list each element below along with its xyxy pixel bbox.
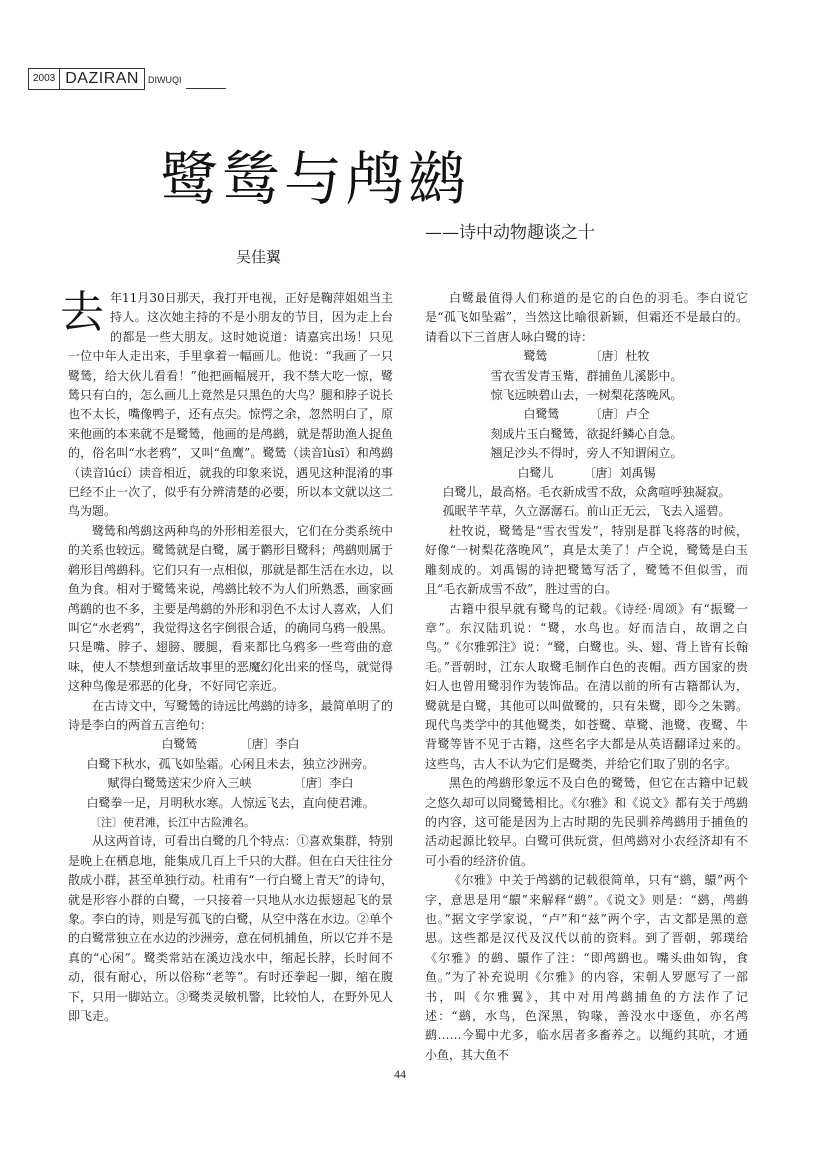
- left-column: [60, 287, 393, 1026]
- header-year: 2003: [28, 68, 60, 90]
- poem-title: 赋得白鹭鸶送宋少府入三峡 〔唐〕李白: [107, 776, 354, 791]
- poem-note: 〔注〕使君滩，长江中古险滩名。: [90, 815, 255, 829]
- journal-header: [28, 68, 181, 90]
- poem-line: 白鹭拳一足，月明秋水寒。人惊远飞去，直向使君滩。: [86, 795, 375, 810]
- paragraph: 白鹭最值得人们称道的是它的白色的羽毛。李白说它是“孤飞如坠霜”，当然这比喻很新颖，但霜还不是最白的。请看以下三首唐人咏白鹭的诗：: [425, 291, 748, 344]
- paragraph: 杜牧说，鹭鸶是“雪衣雪发”，特别是群飞将落的时候，好像“一树梨花落晚风”，真是太美了！卢仝说，鹭鸶是白玉雕刻成的。刘禹锡的诗把鹭鸶写活了，鹭鸶不但似雪，而且“毛衣新成雪不敌”，胜过雪的白。: [425, 523, 748, 597]
- poem-title: 白鹭鸶 〔唐〕李白: [161, 737, 300, 752]
- paragraph: 黑色的鸬鹚形象远不及白色的鹭鸶，但它在古籍中记载之悠久却可以同鹭鸶相比。《尔雅》和《说文》都有关于鸬鹚的内容，这可能是因为上古时期的先民驯养鸬鹚用于捕鱼的活动起源比较早。白鹭可供玩赏，但鸬鹚对小农经济却有不可小看的经济价值。: [425, 776, 748, 868]
- header-sub: DIWUQI: [147, 75, 182, 85]
- drop-cap: 去: [60, 287, 104, 338]
- article-title: 鹭鸶与鸬鹚: [160, 145, 471, 213]
- poem-title: 鹭鸶 〔唐〕杜牧: [523, 349, 650, 364]
- poem-line: 白鹭下秋水，孤飞如坠霜。心闲且未去，独立沙洲旁。: [86, 756, 375, 771]
- article-subtitle: ——诗中动物趣谈之十: [425, 223, 595, 243]
- paragraph: 鹭鸶和鸬鹚这两种鸟的外形相差很大，它们在分类系统中的关系也较远。鹭鸶就是白鹭，属于鹳形目鹭科；鸬鹚则属于鹈形目鸬鹚科。它们只有一点相似，那就是都生活在水边，以鱼为食。相对于鹭鸶来说，鸬鹚比较不为人们所熟悉，画家画鸬鹚的也不多，主要是鸬鹚的外形和羽色不太讨人喜欢，人们叫它“水老鸦”，我觉得这名字倒很合适，的确同乌鸦一般黑。只是嘴、脖子、翅膀、腰腿，看来都比乌鸦多一些弯曲的意味，使人不禁想到童话故事里的恶魔幻化出来的怪鸟，就觉得这种鸟像是邪恶的化身，不好同它亲近。: [68, 523, 393, 694]
- paragraph-text: 年11月30日那天，我打开电视，正好是鞠萍姐姐当主持人。这次她主持的不是小朋友的节目，因为走上台的都是一些大朋友。这时她说道：请嘉宾出场！只见一位中年人走出来，手里拿着一幅画儿。他说：“我画了一只鹭鸶，给大伙儿看看！”他把画幅展开，我不禁大吃一惊，鹭鸶只有白的，怎么画儿上竟然是只黑色的大鸟？腿和脖子说长也不太长，嘴像鸭子，还有点尖。惊愕之余，忽然明白了，原来他画的本来就不是鹭鸶，他画的是鸬鹚，就是帮助渔人捉鱼的，俗名叫“水老鸦”，又叫“鱼鹰”。鹭鸶（读音lùsī）和鸬鹚（读音lúcí）读音相近，就我的印象来说，遇见这种混淆的事已经不止一次了，似乎有分辨清楚的必要，所以本文就以这二鸟为题。: [68, 291, 393, 519]
- article-author: 吴佳翼: [236, 248, 282, 266]
- paragraph: 《尔雅》中关于鸬鹚的记载很简单，只有“鹚，䴋”两个字，意思是用“䴋”来解释“鹚”。《说文》则是：“鹚，鸬鹚也。”据文字学家说，“卢”和“兹”两个字，古文都是黑的意思。这些都是汉代及汉代以前的资料。到了晋朝，郭璞给《尔雅》的鹚、䴋作了注：“即鸬鹚也。嘴头曲如钩，食鱼。”为了补充说明《尔雅》的内容，宋朝人罗愿写了一部书，叫《尔雅翼》，其中对用鸬鹚捕鱼的方法作了记述：“鹚，水鸟，色深黑，钩喙，善没水中逐鱼，亦名鸬鹚……今蜀中尤多，临水居者多畜养之。以绳约其吭，才通小鱼，其大鱼不: [425, 873, 748, 1062]
- poem-line: 孤眠芊芊草，久立潺潺石。前山正无云，飞去入遥碧。: [442, 504, 731, 519]
- paragraph: [60, 287, 393, 522]
- poem-title: 白鹭鸶 〔唐〕卢仝: [523, 407, 650, 422]
- header-brand: DAZIRAN: [60, 68, 145, 90]
- right-column: [425, 289, 748, 1065]
- poem-line: 白鹭儿，最高格。毛衣新成雪不敌，众禽喧呼独凝寂。: [442, 485, 731, 500]
- poem-line: 翘足沙头不得时，旁人不知谓闲立。: [490, 446, 683, 461]
- header-rule: [186, 88, 226, 89]
- poem-line: 刻成片玉白鹭鸶，欲捉纤鳞心自急。: [490, 426, 683, 441]
- poem-line: 惊飞远映碧山去，一树梨花落晚风。: [490, 388, 683, 403]
- paragraph: 在古诗文中，写鹭鸶的诗远比鸬鹚的诗多，最简单明了的诗是李白的两首五言绝句：: [68, 698, 393, 732]
- paragraph: 从这两首诗，可看出白鹭的几个特点：①喜欢集群，特别是晚上在栖息地，能集成几百上千只的大群。但在白天往往分散成小群，甚至单独行动。杜甫有“一行白鹭上青天”的诗句，就是形容小群的白鹭，一只接着一只地从水边振翅起飞的景象。李白的诗，则是写孤飞的白鹭，从空中落在水边。②单个的白鹭常独立在水边的沙洲旁，意在伺机捕鱼，所以它并不是真的“心闲”。鹭类常站在溪边浅水中，缩起长脖，长时间不动，很有耐心，所以俗称“老等”。有时还拳起一脚，缩在腹下，只用一脚站立。③鹭类灵敏机警，比较怕人，在野外见人即飞走。: [68, 834, 393, 1024]
- page-number: 44: [394, 1067, 406, 1081]
- poem-title: 白鹭儿 〔唐〕刘禹锡: [517, 465, 656, 480]
- paragraph: 古籍中很早就有鹭鸟的记载。《诗经·周颂》有“振鹭一章”。东汉陆玑说：“鹭，水鸟也。好而洁白，故谓之白鸟。”《尔雅郭注》说：“鹭，白鹭也。头、翅、背上皆有长翰毛。”晋朝时，江东人取鹭毛制作白色的丧帽。西方国家的贵妇人也曾用鹭羽作为装饰品。在清以前的所有古籍都认为，鹭就是白鹭，其他可以叫做鹭的，只有朱鹭，即今之朱鹮。现代鸟类学中的其他鹭类，如苍鹭、草鹭、池鹭、夜鹭、牛背鹭等皆不见于古籍，这些名字大都是从英语翻译过来的。这些鸟，古人不认为它们是鹭类，并给它们取了别的名字。: [425, 601, 748, 771]
- poem-line: 雪衣雪发青玉觜，群捕鱼儿溪影中。: [490, 368, 683, 383]
